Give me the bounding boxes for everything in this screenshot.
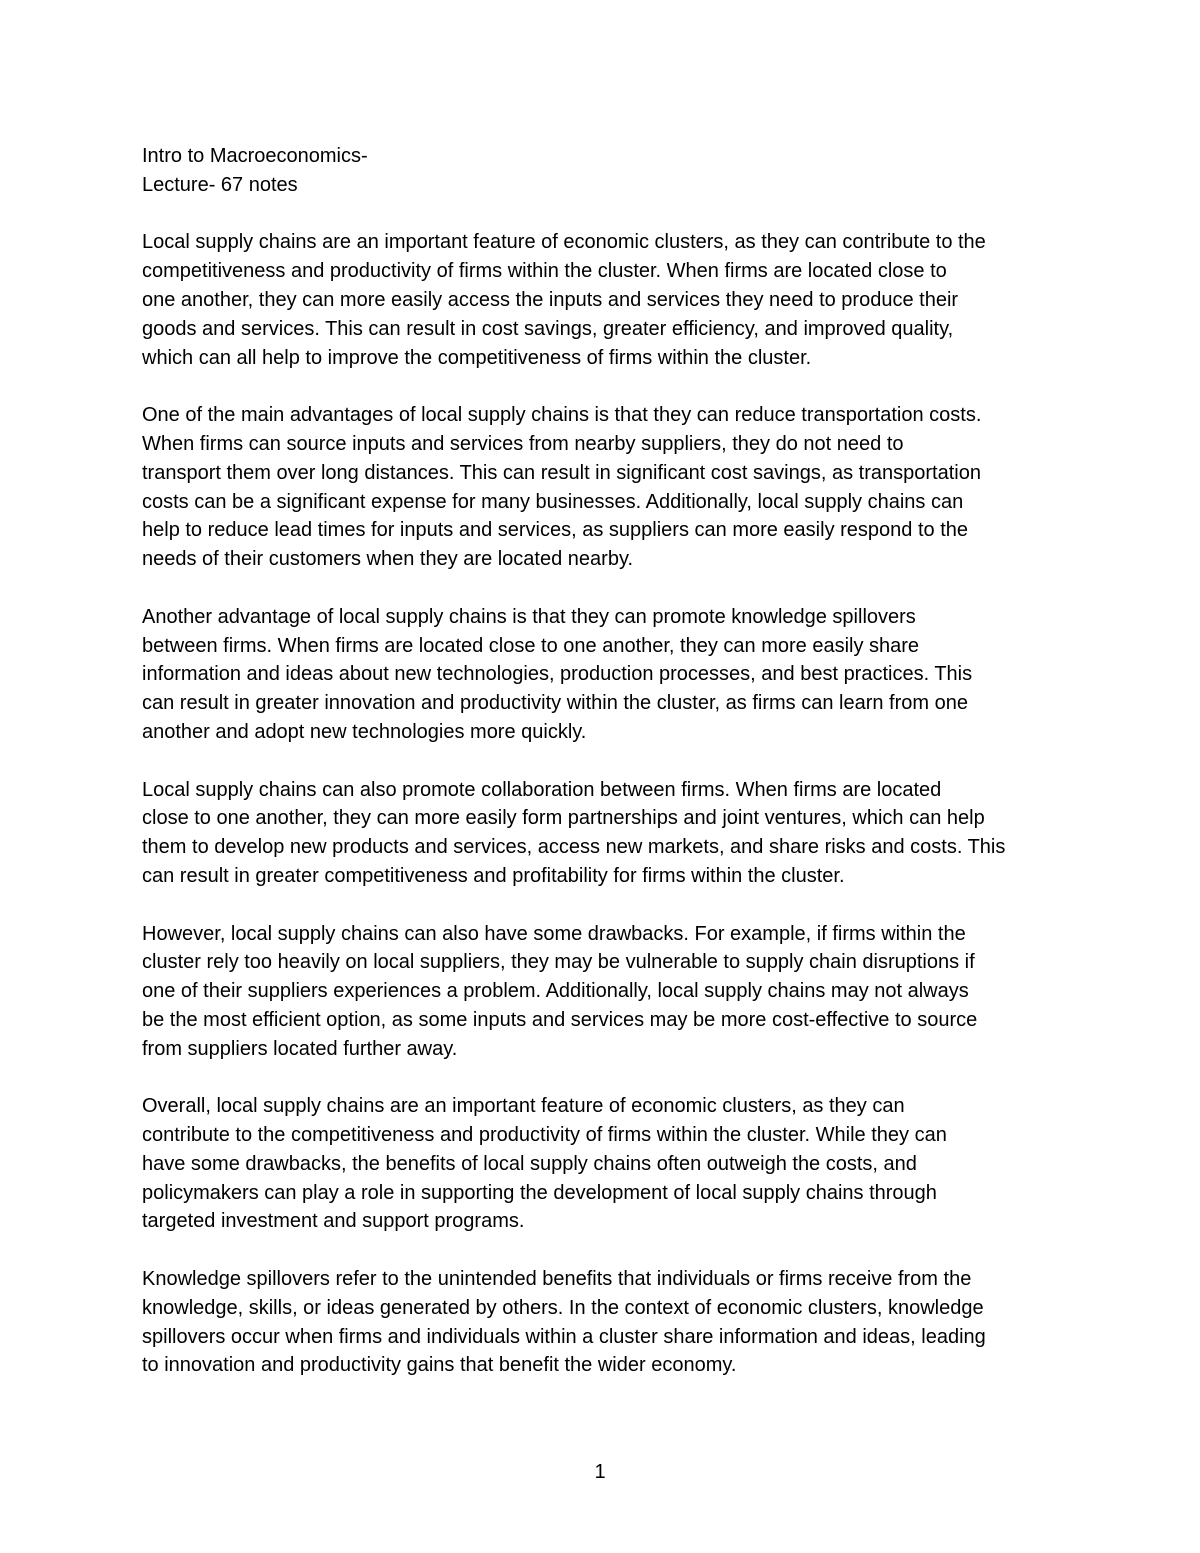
paragraph-line: However, local supply chains can also have some drawbacks. For example, if firms within the [142, 922, 966, 945]
paragraph-list [142, 228, 1062, 1380]
paragraph-line: knowledge, skills, or ideas generated by others. In the context of economic clusters, knowledge [142, 1296, 984, 1319]
paragraph [142, 401, 1062, 574]
paragraph-line: one another, they can more easily access the inputs and services they need to produce their [142, 288, 959, 311]
paragraph-line: to innovation and productivity gains that benefit the wider economy. [142, 1354, 737, 1377]
paragraph-line: one of their suppliers experiences a problem. Additionally, local supply chains may not always [142, 980, 969, 1003]
paragraph-line: When firms can source inputs and services from nearby suppliers, they do not need to [142, 432, 904, 455]
paragraph-line: policymakers can play a role in supporting the development of local supply chains through [142, 1181, 937, 1204]
paragraph-line: competitiveness and productivity of firms within the cluster. When firms are located close to [142, 260, 947, 283]
paragraph-line: One of the main advantages of local supply chains is that they can reduce transportation costs. [142, 404, 982, 427]
paragraph [142, 1265, 1062, 1380]
paragraph-line: help to reduce lead times for inputs and services, as suppliers can more easily respond to the [142, 519, 968, 542]
paragraph-line: them to develop new products and services, access new markets, and share risks and costs. This [142, 836, 1006, 859]
paragraph-line: Local supply chains are an important feature of economic clusters, as they can contribute to the [142, 231, 986, 254]
paragraph-line: targeted investment and support programs. [142, 1210, 525, 1233]
paragraph-line: have some drawbacks, the benefits of local supply chains often outweigh the costs, and [142, 1152, 917, 1175]
paragraph-line: which can all help to improve the competitiveness of firms within the cluster. [142, 346, 812, 369]
paragraph-line: contribute to the competitiveness and productivity of firms within the cluster. While they can [142, 1124, 947, 1147]
paragraph-line: another and adopt new technologies more quickly. [142, 720, 587, 743]
paragraph [142, 1092, 1062, 1236]
paragraph [142, 920, 1062, 1064]
page-number: 1 [594, 1461, 606, 1483]
paragraph-line: be the most efficient option, as some inputs and services may be more cost-effective to source [142, 1008, 978, 1031]
paragraph-line: Another advantage of local supply chains is that they can promote knowledge spillovers [142, 605, 916, 628]
paragraph-line: close to one another, they can more easily form partnerships and joint ventures, which can help [142, 807, 985, 830]
paragraph [142, 603, 1062, 747]
lecture-title: Lecture- 67 notes [142, 173, 298, 196]
paragraph [142, 228, 1062, 372]
paragraph-line: needs of their customers when they are located nearby. [142, 548, 634, 571]
paragraph-line: transport them over long distances. This can result in significant cost savings, as transportation [142, 461, 981, 484]
paragraph-line: cluster rely too heavily on local suppliers, they may be vulnerable to supply chain disruptions if [142, 951, 975, 974]
paragraph-line: from suppliers located further away. [142, 1037, 458, 1060]
paragraph-line: spillovers occur when firms and individuals within a cluster share information and ideas, leading [142, 1325, 986, 1348]
paragraph-line: Knowledge spillovers refer to the unintended benefits that individuals or firms receive from the [142, 1268, 972, 1291]
paragraph [142, 776, 1062, 891]
paragraph-line: can result in greater competitiveness and profitability for firms within the cluster. [142, 864, 845, 887]
paragraph-line: Local supply chains can also promote collaboration between firms. When firms are located [142, 778, 942, 801]
paragraph-line: between firms. When firms are located close to one another, they can more easily share [142, 634, 920, 657]
paragraph-line: information and ideas about new technologies, production processes, and best practices. This [142, 663, 973, 686]
paragraph-line: Overall, local supply chains are an important feature of economic clusters, as they can [142, 1095, 905, 1118]
paragraph-line: costs can be a significant expense for many businesses. Additionally, local supply chains can [142, 490, 964, 513]
paragraph-line: goods and services. This can result in cost savings, greater efficiency, and improved quality, [142, 317, 954, 340]
document-body [142, 142, 1062, 1380]
paragraph-line: can result in greater innovation and productivity within the cluster, as firms can learn from one [142, 692, 968, 715]
course-title: Intro to Macroeconomics- [142, 145, 368, 167]
